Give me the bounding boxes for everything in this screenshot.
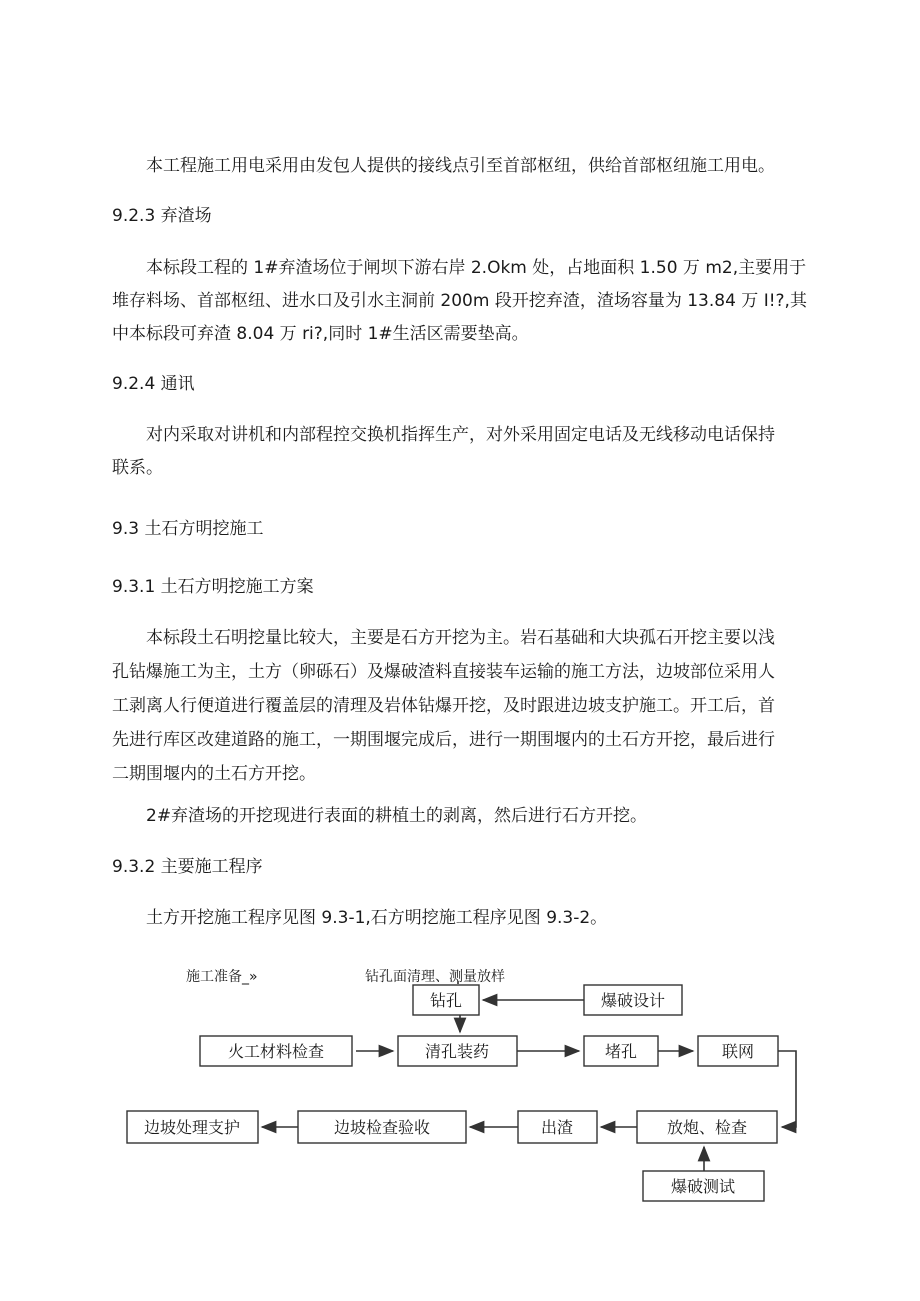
heading-9-3-1: 9.3.1 土石方明挖施工方案 [112,577,314,597]
paragraph-excavation-5: 二期围堰内的土石方开挖。 [112,764,316,784]
label-baopo-sheji: 爆破设计 [600,991,666,1010]
label-lianwang: 联网 [721,1042,755,1061]
label-zuankong: 钻孔 [429,991,463,1010]
label-zhihu: 边坡处理支护 [143,1118,241,1137]
heading-9-2-4: 9.2.4 通讯 [112,374,195,394]
paragraph-excavation-1: 本标段土石明挖量比较大，主要是石方开挖为主。岩石基础和大块孤石开挖主要以浅 [146,628,775,648]
paragraph-spoil-2: 堆存料场、首部枢纽、进水口及引水主洞前 200m 段开挖弃渣，渣场容量为 13.84 万 I!?,其 [112,291,807,311]
paragraph-figures: 土方开挖施工程序见图 9.3-1,石方明挖施工程序见图 9.3-2。 [146,908,608,928]
paragraph-spoil-1: 本标段工程的 1#弃渣场位于闸坝下游右岸 2.Okm 处，占地面积 1.50 万 m2,主要用于 [146,258,807,278]
paragraph-excavation-3: 工剥离人行便道进行覆盖层的清理及岩体钻爆开挖，及时跟进边坡支护施工。开工后，首 [112,696,775,716]
paragraph-comm-2: 联系。 [112,458,163,478]
heading-9-3-2: 9.3.2 主要施工程序 [112,857,263,877]
paragraph-excavation-2: 孔钻爆施工为主，土方（卵砾石）及爆破渣料直接装车运输的施工方法，边坡部位采用人 [112,662,775,682]
label-yanshou: 边坡检查验收 [333,1118,431,1137]
label-qingkong: 清孔装药 [424,1042,490,1061]
label-ceshi: 爆破测试 [670,1177,736,1196]
label-huogong: 火工材料检查 [227,1042,325,1061]
heading-9-2-3: 9.2.3 弃渣场 [112,206,212,226]
paragraph-excavation-4: 先进行库区改建道路的施工，一期围堰完成后，进行一期围堰内的土石方开挖，最后进行 [112,730,775,750]
paragraph-power: 本工程施工用电采用由发包人提供的接线点引至首部枢纽，供给首部枢纽施工用电。 [146,156,775,176]
paragraph-comm-1: 对内采取对讲机和内部程控交换机指挥生产，对外采用固定电话及无线移动电话保持 [146,425,775,445]
flowchart-label-prep: 施工准备_» [186,969,258,985]
arrow-lianwang-to-fangpao [778,1051,796,1127]
label-fangpao: 放炮、检查 [666,1118,748,1137]
label-dukong: 堵孔 [604,1042,638,1061]
heading-9-3: 9.3 土石方明挖施工 [112,519,264,539]
label-chuzha: 出渣 [540,1118,574,1137]
flowchart-label-clean: 钻孔面清理、测量放样 [365,969,505,985]
paragraph-spoil-3: 中本标段可弃渣 8.04 万 ri?,同时 1#生活区需要垫高。 [112,324,529,344]
paragraph-spoil2: 2#弃渣场的开挖现进行表面的耕植土的剥离，然后进行石方开挖。 [146,806,648,826]
